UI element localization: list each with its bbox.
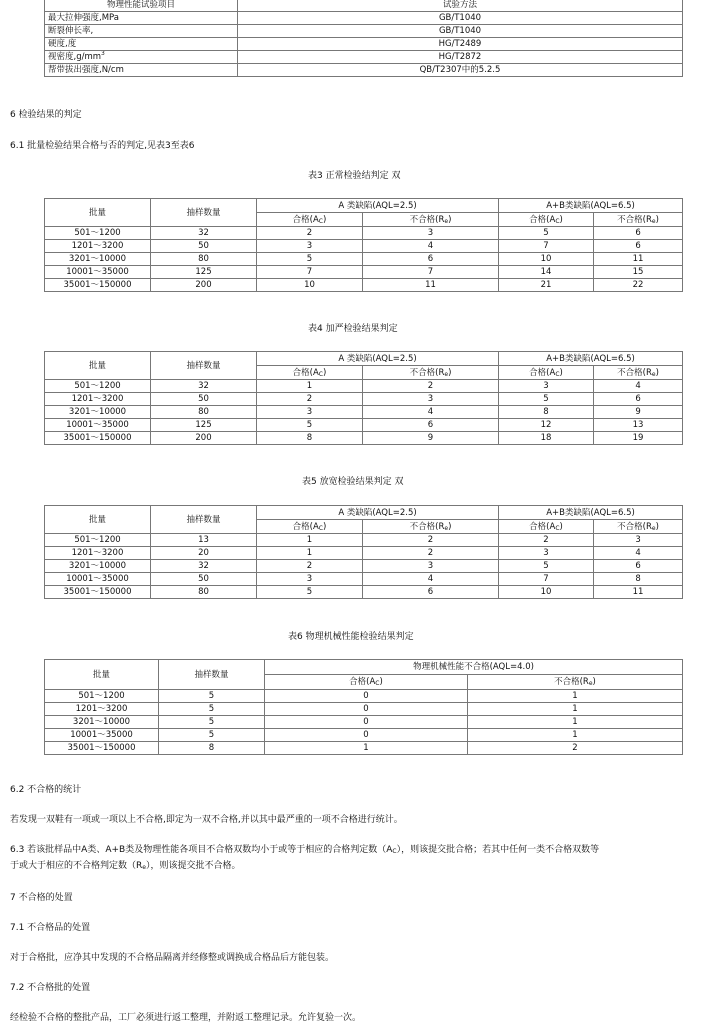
cell: 3201～10000: [45, 560, 151, 573]
cell: 1201～3200: [45, 703, 159, 716]
table-cell: HG/T2489: [238, 38, 683, 51]
cell: 18: [499, 432, 594, 445]
paragraph-6-3-line2: [10, 858, 240, 871]
table-row: [45, 690, 683, 703]
cell: 7: [363, 266, 499, 279]
subscript: C: [318, 370, 323, 378]
cell: 35001～150000: [45, 586, 151, 599]
cell-text: 视密度,g/mm: [48, 52, 102, 62]
paren: ): [592, 677, 596, 687]
section-heading-7: 7 不合格的处置: [10, 893, 73, 903]
cell: 2: [499, 534, 594, 547]
cell: 4: [363, 240, 499, 253]
paren: ): [448, 214, 452, 225]
cell: 1201～3200: [45, 393, 151, 406]
table-row: [45, 38, 683, 51]
paren: ): [655, 214, 659, 225]
cell: 3201～10000: [45, 406, 151, 419]
header-physical-defect: 物理机械性能不合格(AQL=4.0): [265, 660, 683, 675]
header-sample: 抽样数量: [151, 199, 257, 227]
table-cell: 帮带拔出强度,N/cm: [45, 64, 238, 77]
cell: 50: [151, 393, 257, 406]
table-row: [45, 586, 683, 599]
cell: 9: [594, 406, 683, 419]
cell: 7: [499, 240, 594, 253]
cell: 501～1200: [45, 227, 151, 240]
cell: 3201～10000: [45, 253, 151, 266]
table-cell: GB/T1040: [238, 12, 683, 25]
cell: 4: [594, 380, 683, 393]
paren: ): [559, 214, 563, 225]
cell: 11: [363, 279, 499, 292]
cell: 10: [257, 279, 363, 292]
cell: 0: [265, 729, 468, 742]
cell: 15: [594, 266, 683, 279]
cell: 3: [363, 560, 499, 573]
header-sample: 抽样数量: [151, 506, 257, 534]
cell: 3: [499, 380, 594, 393]
cell: 50: [151, 240, 257, 253]
cell: 3201～10000: [45, 716, 159, 729]
header-batch: 批量: [45, 352, 151, 380]
table-header-row: [45, 0, 683, 12]
cell: 0: [265, 690, 468, 703]
cell: 0: [265, 716, 468, 729]
table-row: [45, 253, 683, 266]
fail-label: 不合格(R: [617, 521, 652, 532]
cell: 200: [151, 432, 257, 445]
table-row: [45, 266, 683, 279]
cell: 7: [499, 573, 594, 586]
cell: 35001～150000: [45, 279, 151, 292]
cell: 8: [499, 406, 594, 419]
cell: 3: [363, 227, 499, 240]
fail-label: 不合格(R: [409, 214, 445, 225]
header-fail: [594, 366, 683, 380]
cell: 5: [257, 586, 363, 599]
cell: 7: [257, 266, 363, 279]
cell: 5: [159, 703, 265, 716]
cell: 501～1200: [45, 380, 151, 393]
subscript: C: [555, 524, 560, 532]
text-part: 于或大于相应的不合格判定数（R: [10, 861, 143, 871]
table4-caption: 表4 加严检验结果判定: [308, 324, 398, 334]
table-header-row: [45, 506, 683, 520]
cell: 10: [499, 586, 594, 599]
cell: 6: [363, 253, 499, 266]
table-row: [45, 64, 683, 77]
header-batch: 批量: [45, 506, 151, 534]
cell: 2: [257, 393, 363, 406]
header-fail: [594, 520, 683, 534]
table-cell: [45, 51, 238, 64]
paren: ): [655, 521, 659, 532]
subscript: C: [318, 217, 323, 225]
table3-caption: 表3 正常检验结判定 双: [308, 171, 401, 181]
cell: 8: [159, 742, 265, 755]
paren: ): [448, 521, 452, 532]
cell: 80: [151, 406, 257, 419]
paren: ): [323, 521, 327, 532]
header-pass: [265, 675, 468, 690]
paren: ): [559, 367, 563, 378]
cell: 80: [151, 253, 257, 266]
cell: 5: [257, 419, 363, 432]
cell: 1: [265, 742, 468, 755]
paren: ): [448, 367, 452, 378]
cell: 3: [363, 393, 499, 406]
paren: ): [323, 367, 327, 378]
paren: ): [559, 521, 563, 532]
cell: 8: [257, 432, 363, 445]
cell: 3: [257, 406, 363, 419]
paragraph-6-2: 若发现一双鞋有一项或一项以上不合格,即定为一双不合格,并以其中最严重的一项不合格进行统计。: [10, 815, 403, 825]
cell: 22: [594, 279, 683, 292]
table4: [44, 351, 683, 445]
cell: 6: [594, 240, 683, 253]
subscript: C: [375, 680, 380, 687]
header-sample: 抽样数量: [151, 352, 257, 380]
paragraph-7-1: 对于合格批，应净其中发现的不合格品隔离并经修整或调换成合格品后方能包装。: [10, 953, 335, 963]
cell: 125: [151, 266, 257, 279]
table-row: [45, 51, 683, 64]
table-row: [45, 742, 683, 755]
cell: 32: [151, 380, 257, 393]
paragraph-6-3-line1: [10, 842, 599, 855]
props-table: [44, 0, 683, 77]
cell: 12: [499, 419, 594, 432]
header-batch: 批量: [45, 199, 151, 227]
fail-label: 不合格(R: [409, 367, 445, 378]
superscript: 3: [101, 50, 105, 58]
pass-label: 合格(A: [529, 214, 556, 225]
cell: 20: [151, 547, 257, 560]
cell: 2: [363, 380, 499, 393]
subscript: C: [392, 848, 397, 855]
cell: 19: [594, 432, 683, 445]
cell: 10001～35000: [45, 266, 151, 279]
table-cell: 断裂伸长率,: [45, 25, 238, 38]
header-ab-defect: A+B类缺陷(AQL=6.5): [499, 506, 683, 520]
text-part: ），则该提交批不合格。: [145, 861, 241, 871]
cell: 0: [265, 703, 468, 716]
cell: 5: [159, 729, 265, 742]
cell: 11: [594, 253, 683, 266]
header-a-defect: A 类缺陷(AQL=2.5): [257, 352, 499, 366]
cell: 3: [257, 240, 363, 253]
cell: 501～1200: [45, 690, 159, 703]
subscript: e: [588, 680, 593, 687]
table-row: [45, 703, 683, 716]
cell: 200: [151, 279, 257, 292]
table3: [44, 198, 683, 292]
paren: ): [655, 367, 659, 378]
header-cell: 试验方法: [238, 0, 683, 12]
header-pass: [499, 213, 594, 227]
table-row: [45, 393, 683, 406]
header-cell: 物理性能试验项目: [45, 0, 238, 12]
header-batch: 批量: [45, 660, 159, 690]
cell: 125: [151, 419, 257, 432]
section-heading-6-1: 6.1 批量检验结果合格与否的判定,见表3至表6: [10, 141, 195, 151]
table-row: [45, 25, 683, 38]
table5: [44, 505, 683, 599]
table-cell: HG/T2872: [238, 51, 683, 64]
subscript: C: [555, 217, 560, 225]
table-row: [45, 240, 683, 253]
subscript: e: [444, 217, 449, 225]
table-header-row: [45, 660, 683, 675]
cell: 5: [499, 393, 594, 406]
cell: 6: [594, 227, 683, 240]
cell: 4: [363, 406, 499, 419]
cell: 21: [499, 279, 594, 292]
cell: 1: [257, 534, 363, 547]
subscript: e: [651, 524, 656, 532]
table-header-row: [45, 352, 683, 366]
cell: 1: [468, 690, 683, 703]
header-pass: [499, 520, 594, 534]
cell: 5: [499, 560, 594, 573]
table-row: [45, 12, 683, 25]
table-cell: QB/T2307中的5.2.5: [238, 64, 683, 77]
header-a-defect: A 类缺陷(AQL=2.5): [257, 506, 499, 520]
subscript: e: [444, 524, 449, 532]
section-heading-6: 6 检验结果的判定: [10, 110, 82, 120]
table-row: [45, 573, 683, 586]
cell: 10001～35000: [45, 419, 151, 432]
table6: [44, 659, 683, 755]
pass-label: 合格(A: [292, 521, 319, 532]
pass-label: 合格(A: [349, 677, 376, 687]
cell: 5: [257, 253, 363, 266]
table-cell: 硬度,度: [45, 38, 238, 51]
cell: 13: [594, 419, 683, 432]
cell: 35001～150000: [45, 432, 151, 445]
fail-label: 不合格(R: [554, 677, 589, 687]
cell: 501～1200: [45, 534, 151, 547]
header-pass: [257, 520, 363, 534]
header-pass: [257, 366, 363, 380]
cell: 1: [257, 547, 363, 560]
text-part: 6.3 若该批样品中A类、A+B类及物理性能各项目不合格双数均小于或等于相应的合格判定数（A: [10, 845, 393, 855]
table-row: [45, 534, 683, 547]
cell: 5: [159, 716, 265, 729]
table6-caption: 表6 物理机械性能检验结果判定: [288, 632, 414, 642]
cell: 2: [468, 742, 683, 755]
subscript: e: [651, 370, 656, 378]
cell: 1201～3200: [45, 547, 151, 560]
cell: 3: [257, 573, 363, 586]
subscript: C: [318, 524, 323, 532]
table-row: [45, 279, 683, 292]
cell: 14: [499, 266, 594, 279]
header-ab-defect: A+B类缺陷(AQL=6.5): [499, 352, 683, 366]
cell: 80: [151, 586, 257, 599]
header-a-defect: A 类缺陷(AQL=2.5): [257, 199, 499, 213]
pass-label: 合格(A: [529, 367, 556, 378]
cell: 32: [151, 227, 257, 240]
fail-label: 不合格(R: [617, 214, 652, 225]
table-header-row: [45, 199, 683, 213]
cell: 6: [363, 419, 499, 432]
section-heading-6-2: 6.2 不合格的统计: [10, 785, 82, 795]
table-cell: 最大拉伸强度,MPa: [45, 12, 238, 25]
cell: 5: [159, 690, 265, 703]
cell: 10001～35000: [45, 729, 159, 742]
header-fail: [594, 213, 683, 227]
cell: 4: [363, 573, 499, 586]
cell: 8: [594, 573, 683, 586]
cell: 2: [257, 560, 363, 573]
header-fail: [363, 213, 499, 227]
subscript: e: [651, 217, 656, 225]
cell: 11: [594, 586, 683, 599]
header-fail: [363, 520, 499, 534]
cell: 2: [363, 547, 499, 560]
table-row: [45, 716, 683, 729]
text-part: ），则该提交批合格；若其中任何一类不合格双数等: [396, 845, 600, 855]
table-row: [45, 547, 683, 560]
paren: ): [323, 214, 327, 225]
subscript: e: [444, 370, 449, 378]
cell: 1: [468, 729, 683, 742]
cell: 1: [468, 716, 683, 729]
cell: 2: [257, 227, 363, 240]
header-pass: [499, 366, 594, 380]
cell: 1: [257, 380, 363, 393]
table-row: [45, 406, 683, 419]
table-row: [45, 380, 683, 393]
cell: 9: [363, 432, 499, 445]
cell: 10001～35000: [45, 573, 151, 586]
cell: 3: [499, 547, 594, 560]
cell: 32: [151, 560, 257, 573]
table-row: [45, 227, 683, 240]
header-fail: [363, 366, 499, 380]
cell: 10: [499, 253, 594, 266]
pass-label: 合格(A: [292, 214, 319, 225]
table-row: [45, 729, 683, 742]
table5-caption: 表5 放宽检验结果判定 双: [302, 477, 404, 487]
cell: 35001～150000: [45, 742, 159, 755]
paragraph-7-2: 经检验不合格的整批产品，工厂必须进行返工整理，并附返工整理记录。允许复验一次。: [10, 1013, 362, 1023]
table-row: [45, 419, 683, 432]
cell: 6: [594, 560, 683, 573]
table-row: [45, 432, 683, 445]
cell: 1201～3200: [45, 240, 151, 253]
pass-label: 合格(A: [529, 521, 556, 532]
header-ab-defect: A+B类缺陷(AQL=6.5): [499, 199, 683, 213]
cell: 5: [499, 227, 594, 240]
cell: 6: [363, 586, 499, 599]
paren: ): [379, 677, 383, 687]
cell: 2: [363, 534, 499, 547]
fail-label: 不合格(R: [617, 367, 652, 378]
cell: 1: [468, 703, 683, 716]
cell: 6: [594, 393, 683, 406]
fail-label: 不合格(R: [409, 521, 445, 532]
section-heading-7-1: 7.1 不合格品的处置: [10, 923, 91, 933]
pass-label: 合格(A: [292, 367, 319, 378]
header-fail: [468, 675, 683, 690]
table-row: [45, 560, 683, 573]
cell: 4: [594, 547, 683, 560]
cell: 3: [594, 534, 683, 547]
header-pass: [257, 213, 363, 227]
table-cell: GB/T1040: [238, 25, 683, 38]
section-heading-7-2: 7.2 不合格批的处置: [10, 983, 91, 993]
cell: 50: [151, 573, 257, 586]
header-sample: 抽样数量: [159, 660, 265, 690]
subscript: C: [555, 370, 560, 378]
cell: 13: [151, 534, 257, 547]
subscript: e: [142, 864, 146, 871]
